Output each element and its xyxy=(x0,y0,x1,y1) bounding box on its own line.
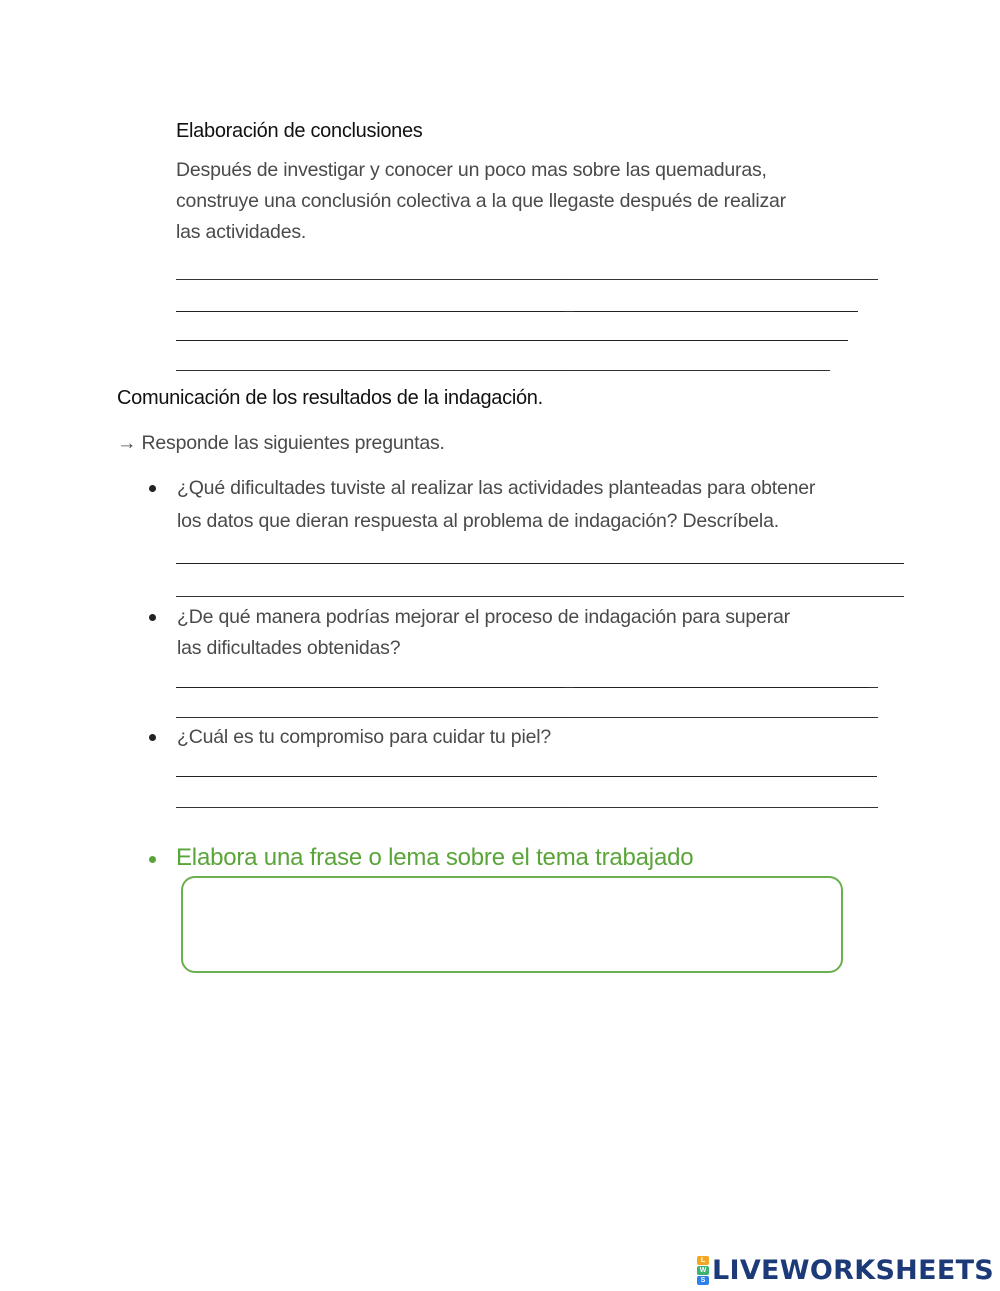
line-tick: _ xyxy=(565,672,574,689)
answer-line[interactable] xyxy=(176,311,858,312)
question-1 xyxy=(177,473,815,537)
answer-line[interactable] xyxy=(176,717,877,718)
answer-line[interactable] xyxy=(176,776,877,777)
answer-line[interactable] xyxy=(176,807,877,808)
section-heading-conclusions: Elaboración de conclusiones xyxy=(176,120,423,142)
paragraph-line: las actividades. xyxy=(176,221,307,243)
liveworksheets-logo xyxy=(697,1254,994,1286)
line-tick: _ xyxy=(821,355,830,372)
conclusions-instructions xyxy=(176,155,896,248)
instruction-text: → Responde las siguientes preguntas. xyxy=(117,432,445,454)
answer-line[interactable] xyxy=(176,279,878,280)
answer-line[interactable] xyxy=(176,563,904,564)
logo-mark-icon: L W S xyxy=(697,1256,709,1285)
bullet-icon xyxy=(149,856,156,863)
answer-line[interactable] xyxy=(176,596,904,597)
line-tick: _ xyxy=(565,264,574,281)
line-tick: _ xyxy=(565,792,574,809)
line-tick: _ xyxy=(869,264,878,281)
question-line: ¿Qué dificultades tuviste al realizar las actividades planteadas para obtener xyxy=(177,477,816,499)
question-line: los datos que dieran respuesta al problema de indagación? Descríbela. xyxy=(177,510,779,532)
lemma-prompt: Elabora una frase o lema sobre el tema trabajado xyxy=(176,844,694,871)
question-3 xyxy=(177,722,551,753)
question-line: las dificultades obtenidas? xyxy=(177,637,401,659)
answer-line[interactable] xyxy=(176,340,848,341)
line-tick: _ xyxy=(869,792,878,809)
line-tick: _ xyxy=(565,581,574,598)
line-tick: _ xyxy=(869,702,878,719)
paragraph-line: Después de investigar y conocer un poco mas sobre las quemaduras, xyxy=(176,159,767,181)
question-line: ¿Cuál es tu compromiso para cuidar tu piel? xyxy=(177,726,551,748)
section-heading-results: Comunicación de los resultados de la indagación. xyxy=(117,387,543,409)
bullet-icon xyxy=(149,614,156,621)
line-tick: _ xyxy=(869,672,878,689)
paragraph-line: construye una conclusión colectiva a la que llegaste después de realizar xyxy=(176,190,786,212)
answer-line[interactable] xyxy=(176,687,877,688)
bullet-icon xyxy=(149,485,156,492)
line-tick: _ xyxy=(565,296,574,313)
bullet-icon xyxy=(149,734,156,741)
question-2 xyxy=(177,602,790,664)
lemma-answer-box[interactable] xyxy=(181,876,843,973)
line-tick: _ xyxy=(565,702,574,719)
question-line: ¿De qué manera podrías mejorar el proceso de indagación para superar xyxy=(177,606,790,628)
logo-text: LIVEWORKSHEETS xyxy=(712,1254,995,1286)
line-tick: _ xyxy=(565,355,574,372)
answer-line[interactable] xyxy=(176,370,830,371)
